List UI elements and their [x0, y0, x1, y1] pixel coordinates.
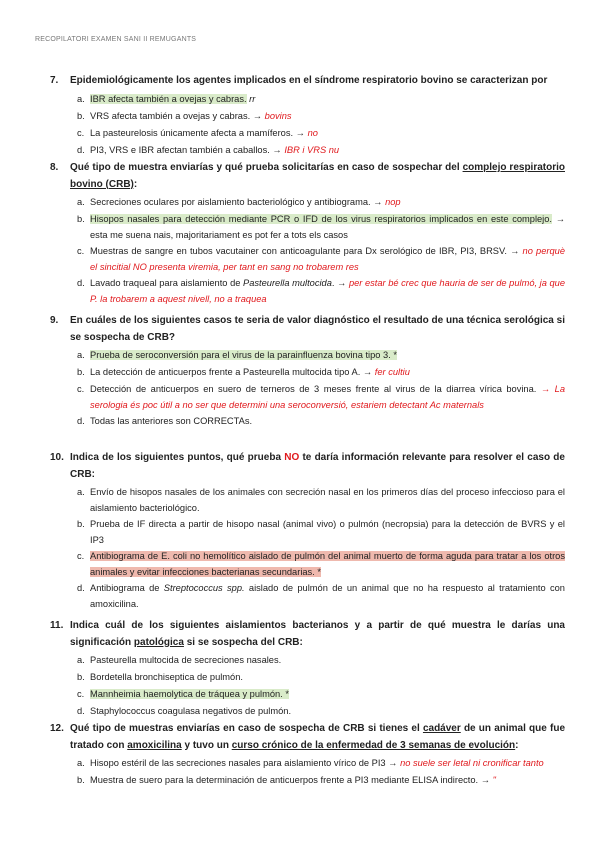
option-letter: b. — [77, 110, 85, 121]
question-text — [70, 721, 565, 754]
question-text — [70, 450, 565, 483]
option-note: no suele ser letal ni cronificar tanto — [400, 758, 544, 768]
option-text: VRS afecta también a ovejas y cabras. → — [90, 110, 263, 121]
option-b — [77, 108, 565, 125]
option-b — [77, 211, 565, 243]
option-note: bovins — [264, 110, 292, 121]
option-text: Hisopos nasales para detección mediante PCR o IFD de los virus respiratorios implicados en este complejo. — [90, 214, 552, 224]
question-text-underlined: patológica — [133, 636, 184, 648]
option-d — [77, 413, 565, 430]
option-letter: a. — [77, 93, 85, 104]
question-text-part: de un animal que fue tratado con — [70, 723, 566, 751]
question-text-underlined: cadáver — [422, 723, 461, 734]
question-text-part: y tuvo un — [184, 739, 229, 751]
question-9 — [50, 313, 565, 430]
option-a — [77, 347, 565, 364]
question-text-emphasis: NO — [284, 452, 300, 463]
option-text: La detección de anticuerpos frente a Pasteurella multocida tipo A. → — [90, 367, 373, 377]
option-note: nop — [385, 197, 401, 207]
option-letter: a. — [77, 487, 85, 497]
option-text: Todas las anteriores son CORRECTAs. — [90, 416, 253, 426]
option-a — [77, 194, 565, 211]
option-c — [77, 686, 565, 703]
option-letter: d. — [77, 706, 85, 716]
option-text: Bordetella bronchiseptica de pulmón. — [90, 672, 243, 682]
question-text — [70, 618, 565, 651]
question-7 — [50, 73, 565, 159]
option-comment: → esta me suena nais, majoritariament es pot fer a tots els casos — [90, 214, 565, 240]
option-letter: c. — [77, 246, 85, 256]
option-letter: a. — [77, 758, 85, 768]
option-c — [77, 381, 565, 413]
question-number: 8. — [50, 162, 59, 173]
question-text: En cuáles de los siguientes casos te seria de valor diagnóstico el resultado de una técnica serológica si se sospecha de CRB? — [70, 315, 565, 343]
option-letter: b. — [77, 214, 85, 224]
options-list — [77, 652, 565, 720]
option-letter: b. — [77, 672, 85, 682]
question-text-part: : — [515, 739, 519, 751]
option-note: IBR i VRS nu — [284, 144, 340, 155]
option-b — [77, 772, 565, 789]
options-list — [77, 484, 565, 612]
option-letter: b. — [77, 775, 85, 785]
question-11 — [50, 618, 565, 720]
question-text-part: si se sospecha del CRB: — [186, 636, 303, 648]
option-letter: c. — [77, 384, 85, 394]
option-a — [77, 755, 565, 772]
options-list — [77, 194, 565, 307]
option-b — [77, 516, 565, 548]
question-text-part: Qué tipo de muestra enviarías y qué prueba solicitarías en caso de sospechar del — [70, 162, 460, 173]
question-number: 12. — [50, 723, 64, 734]
option-text: IBR afecta también a ovejas y cabras. — [90, 93, 247, 104]
option-text: Lavado traqueal para aislamiento de — [90, 278, 241, 288]
option-letter: d. — [77, 278, 85, 288]
option-note: " — [492, 775, 496, 785]
option-text-italic: Pasteurella multocida — [243, 278, 332, 288]
option-letter: a. — [77, 350, 85, 360]
option-a — [77, 484, 565, 516]
option-text: PI3, VRS e IBR afectan también a caballos. → — [90, 144, 282, 155]
option-note: per estar bé crec que hauria de ser de pulmó, ja que P. la trobarem a aquest nivell, no a traquea — [90, 278, 565, 304]
question-text — [70, 160, 565, 193]
question-number: 11. — [50, 620, 64, 631]
option-d — [77, 580, 565, 612]
option-d — [77, 142, 565, 159]
option-letter: c. — [77, 127, 85, 138]
question-number: 10. — [50, 452, 64, 463]
option-text: Detección de anticuerpos en suero de terneros de 3 meses frente al virus de la diarrea vírica bovina. — [90, 384, 537, 394]
option-text: Mannheimia haemolytica de tráquea y pulmón. * — [90, 689, 289, 699]
option-c — [77, 125, 565, 142]
option-letter: d. — [77, 416, 85, 426]
option-note: no perquè el sincitial NO presenta viremia, per tant en sang no trobarem res — [90, 246, 565, 272]
question-text-part: Qué tipo de muestras enviarías en caso de sospecha de CRB si tienes el — [70, 723, 420, 734]
question-number: 7. — [50, 75, 59, 86]
question-text-underlined: amoxicilina — [127, 739, 182, 751]
option-letter: c. — [77, 551, 85, 561]
option-text: Hisopo estéril de las secreciones nasales para aislamiento vírico de PI3 → — [90, 758, 398, 768]
option-text: Pasteurella multocida de secreciones nasales. — [90, 655, 282, 665]
option-letter: a. — [77, 655, 85, 665]
option-letter: a. — [77, 197, 85, 207]
option-letter: b. — [77, 519, 85, 529]
option-a — [77, 91, 565, 108]
option-b — [77, 669, 565, 686]
option-d — [77, 703, 565, 720]
option-text: Antibiograma de — [90, 583, 160, 593]
question-text-part: Indica cuál de los siguientes aislamientos bacterianos y a partir de qué muestra le darías una significación — [70, 620, 565, 648]
question-10 — [50, 450, 565, 612]
page-header: RECOPILATORI EXAMEN SANI II REMUGANTS — [35, 36, 197, 43]
option-text: . → — [331, 278, 347, 288]
option-note: rr — [249, 93, 256, 104]
options-list — [77, 347, 565, 430]
option-b — [77, 364, 565, 381]
question-text-underlined: complejo respiratorio bovino (CRB) — [70, 162, 565, 190]
option-d — [77, 275, 565, 307]
option-a — [77, 652, 565, 669]
question-text-underlined: curso crónico de la enfermedad de 3 semanas de evolución — [231, 739, 516, 751]
options-list — [77, 755, 565, 789]
option-text: aislado de pulmón de un animal que no ha respuesto al tratamiento con amoxicilina. — [90, 583, 565, 609]
question-12 — [50, 721, 565, 789]
arrow: → — [540, 384, 551, 394]
option-note: no — [307, 127, 318, 138]
question-number: 9. — [50, 315, 59, 326]
option-text: Envío de hisopos nasales de los animales con secreción nasal en los primeros días del proceso infeccioso para el aislamiento bacteriológico. — [90, 487, 565, 513]
option-text: La pasteurelosis únicamente afecta a mamíferos. → — [90, 127, 305, 138]
question-text: Epidemiológicamente los agentes implicados en el síndrome respiratorio bovino se caracterizan por — [70, 75, 548, 86]
option-letter: c. — [77, 689, 85, 699]
question-text-part: : — [133, 178, 138, 190]
option-note: fer cultiu — [374, 367, 410, 377]
question-8 — [50, 160, 565, 307]
option-text-italic: Streptococcus spp. — [163, 583, 245, 593]
option-c — [77, 243, 565, 275]
option-text: Prueba de seroconversión para el virus de la parainfluenza bovina tipo 3. * — [90, 350, 397, 360]
option-text: Antibiograma de E. coli no hemolítico aislado de pulmón del animal muerto de forma aguda para tratar a los otros animales y evitar infecciones bacterianas secundarias. * — [90, 551, 565, 577]
options-list — [77, 91, 565, 159]
option-text: Staphylococcus coagulasa negativos de pulmón. — [90, 706, 292, 716]
question-text-part: Indica de los siguientes puntos, qué prueba — [70, 452, 282, 463]
option-letter: d. — [77, 583, 85, 593]
option-text: Muestra de suero para la determinación de anticuerpos frente a PI3 mediante ELISA indirecto. → — [90, 775, 490, 785]
question-text-part: te daría información relevante para resolver el caso de CRB: — [70, 452, 565, 480]
arrow: → — [510, 246, 520, 256]
option-text: Muestras de sangre en tubos vacutainer con anticoagulante para Dx serológico de IBR, PI3, BRSV. — [90, 246, 507, 256]
option-c — [77, 548, 565, 580]
option-letter: d. — [77, 144, 85, 155]
option-note: La serologia és poc útil a no ser que determini una seroconversió, estariem detectant Ac maternals — [90, 384, 565, 410]
option-text: Secreciones oculares por aislamiento bacteriológico y antibiograma. → — [90, 197, 383, 207]
option-letter: b. — [77, 367, 85, 377]
option-text: Prueba de IF directa a partir de hisopo nasal (animal vivo) o pulmón (necropsia) para la detección de BVRS y el IP3 — [90, 519, 565, 545]
